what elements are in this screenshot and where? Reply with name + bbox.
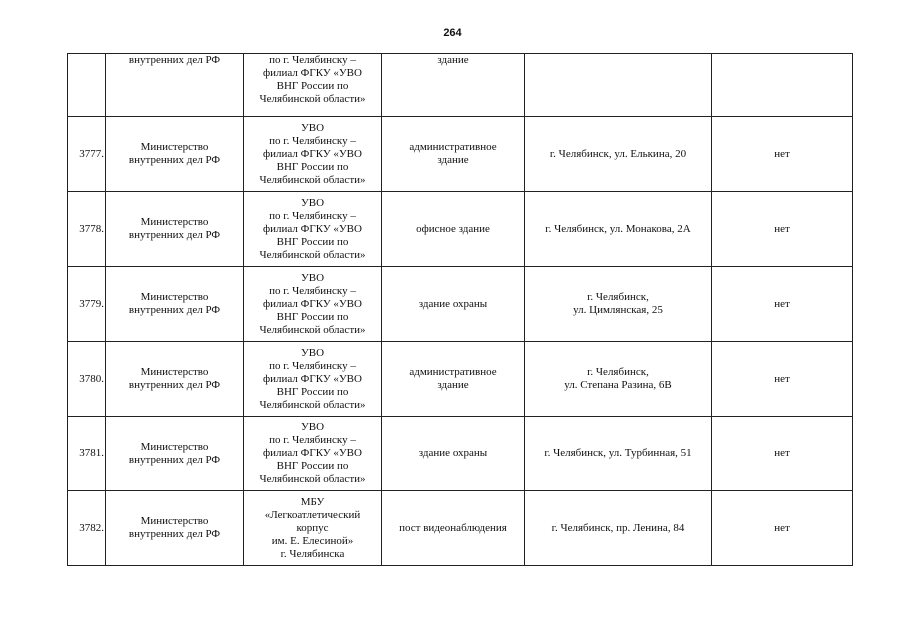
- table-row: [68, 417, 853, 491]
- note-cell: нет: [712, 267, 853, 342]
- row-number-cell: 3781.: [68, 417, 106, 491]
- object-cell: здание охраны: [382, 267, 525, 342]
- address-cell: г. Челябинск, ул. Степана Разина, 6В: [525, 342, 712, 417]
- table-row: [68, 342, 853, 417]
- page-number: 264: [443, 27, 462, 39]
- organization-cell: УВО по г. Челябинску – филиал ФГКУ «УВО ВНГ России по Челябинской области»: [244, 417, 382, 491]
- organization-cell: УВО по г. Челябинску – филиал ФГКУ «УВО ВНГ России по Челябинской области»: [244, 117, 382, 192]
- note-cell: нет: [712, 192, 853, 267]
- object-cell: административное здание: [382, 117, 525, 192]
- registry-table: [67, 53, 853, 566]
- object-cell: пост видеонаблюдения: [382, 491, 525, 566]
- object-cell: здание охраны: [382, 417, 525, 491]
- object-cell: административное здание: [382, 342, 525, 417]
- address-cell: г. Челябинск, ул. Турбинная, 51: [525, 417, 712, 491]
- note-cell: [712, 54, 853, 117]
- address-cell: [525, 54, 712, 117]
- address-cell: г. Челябинск, ул. Монакова, 2А: [525, 192, 712, 267]
- row-number-cell: 3782.: [68, 491, 106, 566]
- row-number-cell: 3778.: [68, 192, 106, 267]
- note-cell: нет: [712, 417, 853, 491]
- address-cell: г. Челябинск, ул. Цимлянская, 25: [525, 267, 712, 342]
- ministry-cell: Министерство внутренних дел РФ: [106, 192, 244, 267]
- row-number-cell: 3780.: [68, 342, 106, 417]
- note-cell: нет: [712, 342, 853, 417]
- address-cell: г. Челябинск, ул. Елькина, 20: [525, 117, 712, 192]
- table-row: [68, 54, 853, 117]
- row-number-cell: 3777.: [68, 117, 106, 192]
- ministry-cell: Министерство внутренних дел РФ: [106, 417, 244, 491]
- object-cell: здание: [382, 54, 525, 117]
- row-number-cell: [68, 54, 106, 117]
- row-number-cell: 3779.: [68, 267, 106, 342]
- table-row: [68, 491, 853, 566]
- object-cell: офисное здание: [382, 192, 525, 267]
- note-cell: нет: [712, 117, 853, 192]
- organization-cell: по г. Челябинску – филиал ФГКУ «УВО ВНГ России по Челябинской области»: [244, 54, 382, 117]
- organization-cell: УВО по г. Челябинску – филиал ФГКУ «УВО ВНГ России по Челябинской области»: [244, 342, 382, 417]
- organization-cell: МБУ «Легкоатлетический корпус им. Е. Елесиной» г. Челябинска: [244, 491, 382, 566]
- table-row: [68, 267, 853, 342]
- ministry-cell: Министерство внутренних дел РФ: [106, 117, 244, 192]
- organization-cell: УВО по г. Челябинску – филиал ФГКУ «УВО ВНГ России по Челябинской области»: [244, 192, 382, 267]
- ministry-cell: Министерство внутренних дел РФ: [106, 491, 244, 566]
- address-cell: г. Челябинск, пр. Ленина, 84: [525, 491, 712, 566]
- note-cell: нет: [712, 491, 853, 566]
- ministry-cell: внутренних дел РФ: [106, 54, 244, 117]
- table-row: [68, 192, 853, 267]
- table-row: [68, 117, 853, 192]
- organization-cell: УВО по г. Челябинску – филиал ФГКУ «УВО ВНГ России по Челябинской области»: [244, 267, 382, 342]
- ministry-cell: Министерство внутренних дел РФ: [106, 267, 244, 342]
- ministry-cell: Министерство внутренних дел РФ: [106, 342, 244, 417]
